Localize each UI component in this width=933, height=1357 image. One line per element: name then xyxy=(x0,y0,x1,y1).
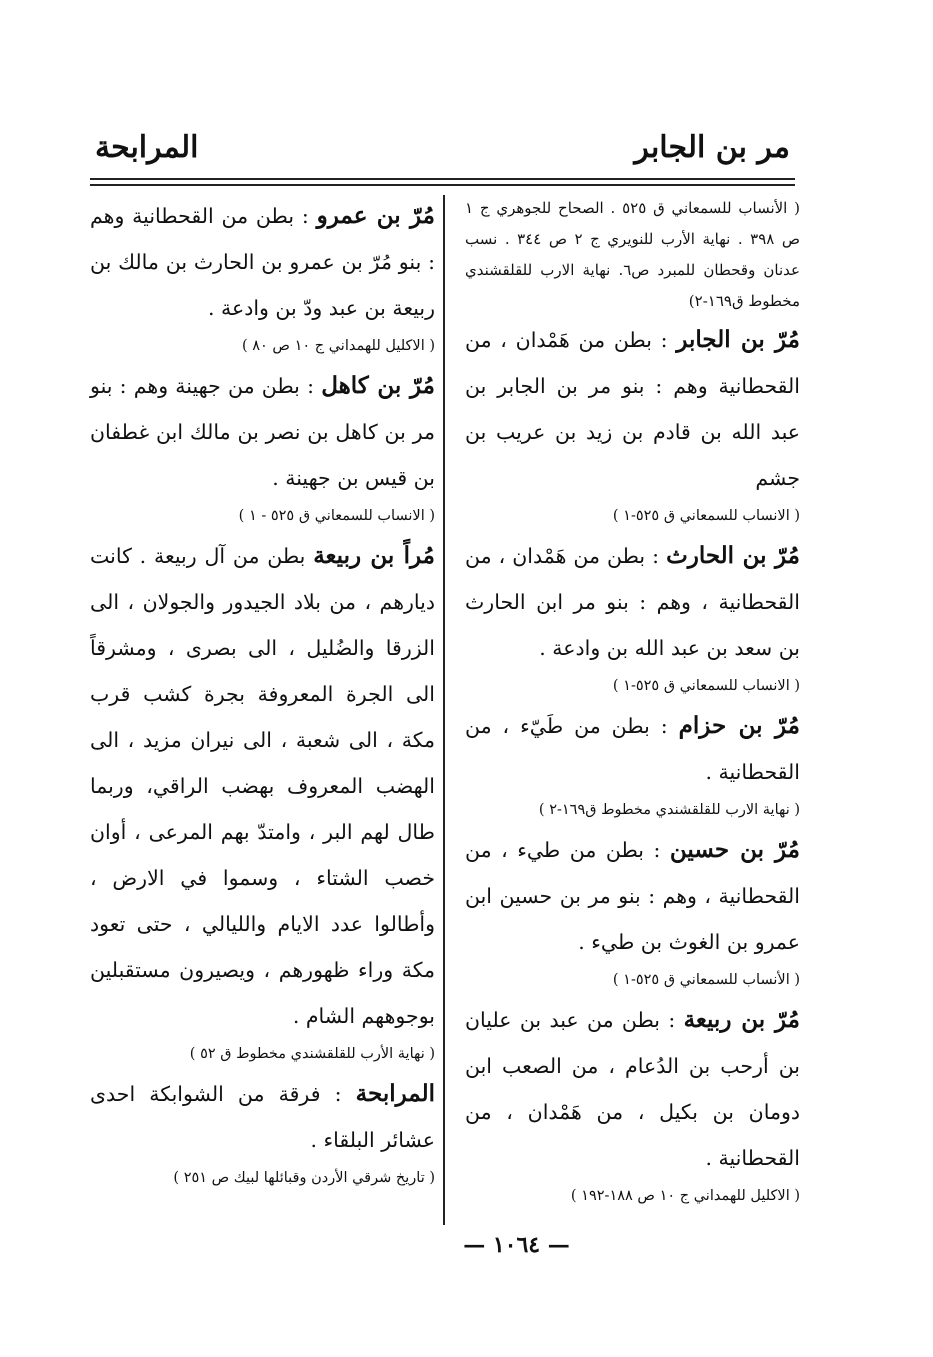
entry-body: بطن من آل ربيعة . كانت ديارهم ، من بلاد الجيدور والجولان ، الى الزرقا والضُليل ، الى بصرى ، ومشرقاً الى الجرة المعروفة بجرة كشب قرب مكة ، الى شعبة ، الى نيران مزيد ، الى الهضب المعروف بهضب الراقي، وربما طال لهم البر ، وامتدّ بهم المرعى ، أوان خصب الشتاء ، وسموا في الارض ، وأطالوا عدد الايام والليالي ، حتى تعود مكة وراء ظهورهم ، ويصيرون مستقبلين بوجوههم الشام . xyxy=(90,544,435,1028)
entry-citation: ( تاريخ شرقي الأردن وقبائلها لبيك ص ٢٥١ ) xyxy=(173,1170,435,1186)
right-column xyxy=(465,193,800,1213)
entry-body: : بطن من عبد بن عليان بن أرحب بن الدُعام ، من الصعب ابن دومان بن بكيل ، من هَمْدان ، من القحطانية . xyxy=(465,1008,800,1170)
entry-citation: ( الانساب للسمعاني ق ٥٢٥-١ ) xyxy=(612,678,800,694)
entry-citation: ( نهاية الارب للقلقشندي مخطوط ق١٦٩-٢ ) xyxy=(538,802,800,818)
entry xyxy=(90,1071,435,1163)
entry xyxy=(465,317,800,501)
header-right-title: مر بن الجابر xyxy=(634,130,790,165)
entry-citation: ( الاكليل للهمداني ج ١٠ ص ١٨٨-١٩٢ ) xyxy=(570,1188,800,1204)
entry-headword: مُرّ بن حزام xyxy=(678,712,800,739)
entry-citation: ( الاكليل للهمداني ج ١٠ ص ٨٠ ) xyxy=(241,338,435,354)
header-left-title: المرابحة xyxy=(95,130,199,165)
entry-body: : فرقة من الشوابكة احدى عشائر البلقاء . xyxy=(90,1082,435,1152)
entry xyxy=(90,363,435,501)
entry-headword: مُرّ بن كاهل xyxy=(321,372,435,399)
running-header xyxy=(95,130,790,175)
source-citation: ( الأنساب للسمعاني ق ٥٢٥ . الصحاح للجوهري ج ١ ص ٣٩٨ . نهاية الأرب للنويري ج ٢ ص ٣٤٤ . نسب عدنان وقحطان للمبرد ص٦. نهاية الارب للقلقشندي مخطوط ق١٦٩-٢) xyxy=(465,199,801,310)
entry xyxy=(465,827,800,965)
header-rule-bottom xyxy=(90,184,795,186)
header-rule-top xyxy=(90,178,795,180)
column-divider xyxy=(443,195,445,1225)
entry-headword: مُرّ بن الجابر xyxy=(676,326,800,353)
entry xyxy=(465,533,800,671)
entry-body: : بطن من طَيّء ، من القحطانية . xyxy=(465,714,800,784)
entry xyxy=(465,997,800,1181)
entry-headword: المرابحة xyxy=(355,1080,435,1107)
entry-headword: مُرّ بن ربيعة xyxy=(683,1006,800,1033)
entry-citation: ( نهاية الأرب للقلقشندي مخطوط ق ٥٢ ) xyxy=(189,1046,435,1062)
entry-headword: مُراً بن ربيعة xyxy=(313,542,435,569)
entry-body: : بطن من جهينة وهم : بنو مر بن كاهل بن نصر بن مالك ابن غطفان بن قيس بن جهينة . xyxy=(90,374,435,490)
left-column xyxy=(90,193,435,1195)
entry-citation: ( الانساب للسمعاني ق ٥٢٥-١ ) xyxy=(612,508,800,524)
entry-headword: مُرّ بن حسين xyxy=(669,836,800,863)
entry xyxy=(90,533,435,1039)
entry-citation: ( الانساب للسمعاني ق ٥٢٥ - ١ ) xyxy=(238,508,435,524)
entry-headword: مُرّ بن عمرو xyxy=(316,202,435,229)
entry xyxy=(465,703,800,795)
entry xyxy=(90,193,435,331)
entry-body: : بطن من هَمْدان ، من القحطانية ، وهم : بنو مر ابن الحارث بن سعد بن عبد الله بن وادعة . xyxy=(465,544,800,660)
entry-citation: ( الأنساب للسمعاني ق ٥٢٥-١ ) xyxy=(612,972,800,988)
entry-body: : بطن من طيء ، من القحطانية ، وهم : بنو مر بن حسين ابن عمرو بن الغوث بن طيء . xyxy=(465,838,800,954)
entry-body: : بطن من القحطانية وهم : بنو مُرّ بن عمرو بن الحارث بن مالك بن ربيعة بن عبد ودّ بن وادعة . xyxy=(90,204,435,320)
entry-body: : بطن من هَمْدان ، من القحطانية وهم : بنو مر بن الجابر بن عبد الله بن قادم بن زيد بن عريب بن جشم xyxy=(465,328,800,490)
page-number: — ١٠٦٤ — xyxy=(463,1232,570,1258)
entry-headword: مُرّ بن الحارث xyxy=(666,542,800,569)
